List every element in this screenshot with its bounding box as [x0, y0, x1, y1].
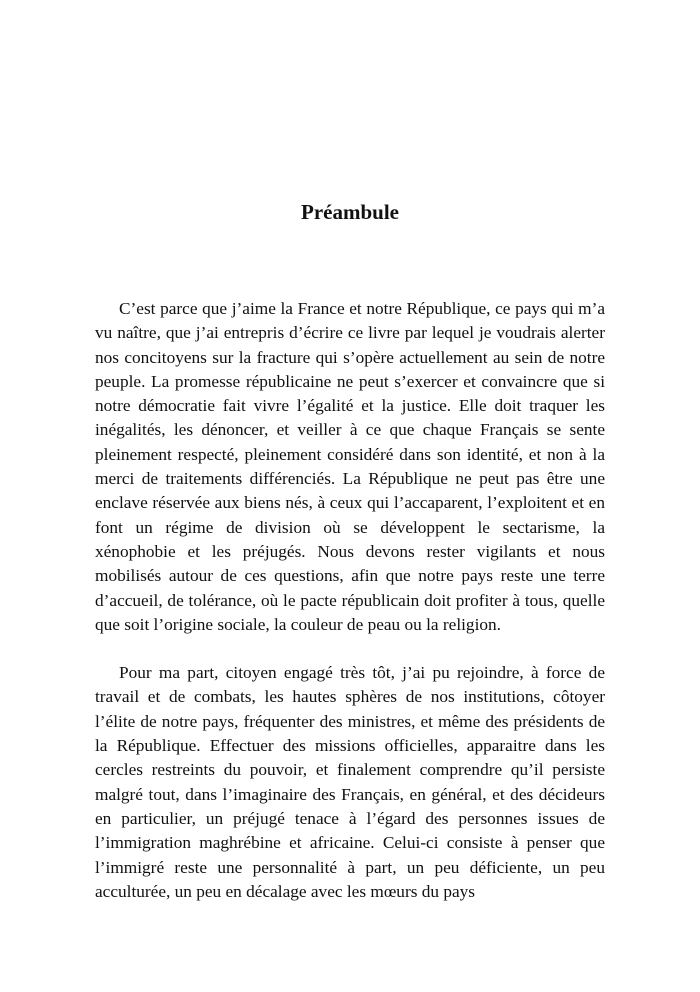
paragraph-1: C’est parce que j’aime la France et notre République, ce pays qui m’a vu naître, que j’ai entrepris d’écrire ce livre par lequel je voudrais alerter nos concitoyens sur la fracture qui s’opère actuellement au sein de notre peuple. La promesse républicaine ne peut s’exercer et convaincre que si notre démocratie fait vivre l’égalité et la justice. Elle doit traquer les inégalités, les dénoncer, et veiller à ce que chaque Français se sente pleinement respecté, pleinement considéré dans son identité, et non à la merci de traitements différenciés. La République ne peut pas être une enclave réservée aux biens nés, à ceux qui l’accaparent, l’exploitent et en font un régime de division où se développent le sectarisme, la xénophobie et les préjugés. Nous devons rester vigilants et nous mobilisés autour de ces questions, afin que notre pays reste une terre d’accueil, de tolérance, où le pacte républicain doit profiter à tous, quelle que soit l’origine sociale, la couleur de peau ou la religion. [95, 299, 605, 634]
body-text [95, 297, 605, 904]
paragraph-2: Pour ma part, citoyen engagé très tôt, j’ai pu rejoindre, à force de travail et de combats, les hautes sphères de nos institutions, côtoyer l’élite de notre pays, fréquenter des ministres, et même des présidents de la République. Effectuer des missions officielles, apparaitre dans les cercles restreints du pouvoir, et finalement comprendre qu’il persiste malgré tout, dans l’imaginaire des Français, en général, et des décideurs en particulier, un préjugé tenace à l’égard des personnes issues de l’immigration maghrébine et africaine. Celui-ci consiste à penser que l’immigré reste une personnalité à part, un peu déficiente, un peu acculturée, un peu en décalage avec les mœurs du pays [95, 663, 605, 901]
page-title: Préambule [301, 200, 399, 224]
